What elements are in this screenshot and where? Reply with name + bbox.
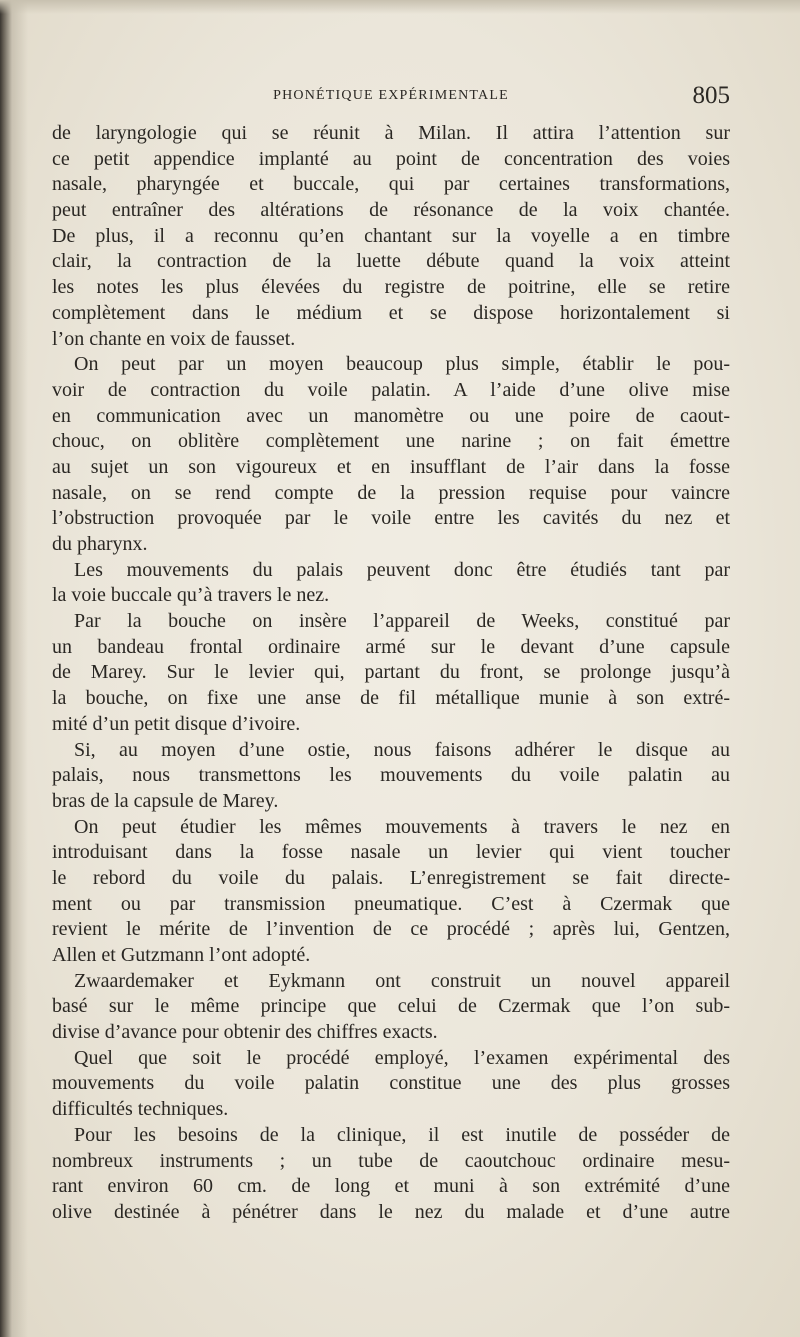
body-text xyxy=(52,121,730,1226)
text-line: chouc, on oblitère complètement une narine ; on fait émettre xyxy=(52,430,730,453)
running-title: PHONÉTIQUE EXPÉRIMENTALE xyxy=(273,88,509,103)
text-line: nasale, pharyngée et buccale, qui par certaines transformations, xyxy=(52,173,730,196)
text-line: complètement dans le médium et se dispose horizontalement si xyxy=(52,301,730,324)
text-line: Par la bouche on insère l’appareil de Weeks, constitué par xyxy=(74,610,730,633)
text-line: de laryngologie qui se réunit à Milan. Il attira l’attention sur xyxy=(52,122,730,144)
text-line: peut entraîner des altérations de résonance de la voix chantée. xyxy=(52,199,730,222)
text-line: l’obstruction provoquée par le voile entre les cavités du nez et xyxy=(52,507,730,530)
text-line: De plus, il a reconnu qu’en chantant sur la voyelle a en timbre xyxy=(52,224,730,247)
top-edge-shadow xyxy=(0,0,800,14)
text-line: voir de contraction du voile palatin. A l’aide d’une olive mise xyxy=(52,378,730,401)
text-line: Les mouvements du palais peuvent donc être étudiés tant par xyxy=(74,558,730,581)
page-header xyxy=(52,84,730,112)
binding-shadow xyxy=(0,0,28,1337)
text-line: de Marey. Sur le levier qui, partant du front, se prolonge jusqu’à xyxy=(52,661,730,684)
page-number: 805 xyxy=(692,82,730,109)
text-line: difficultés techniques. xyxy=(52,1098,229,1121)
text-line: la bouche, on fixe une anse de fil métallique munie à son extré- xyxy=(52,687,730,710)
text-line: revient le mérite de l’invention de ce procédé ; après lui, Gentzen, xyxy=(52,918,730,941)
text-line: basé sur le même principe que celui de Czermak que l’on sub- xyxy=(52,995,730,1018)
text-line: mité d’un petit disque d’ivoire. xyxy=(52,712,301,735)
text-line: ce petit appendice implanté au point de concentration des voies xyxy=(52,147,730,170)
text-line: On peut par un moyen beaucoup plus simple, établir le pou- xyxy=(74,353,730,376)
text-line: Pour les besoins de la clinique, il est inutile de posséder de xyxy=(74,1123,730,1146)
text-line: divise d’avance pour obtenir des chiffres exacts. xyxy=(52,1021,438,1044)
text-line: nombreux instruments ; un tube de caoutchouc ordinaire mesu- xyxy=(52,1149,730,1172)
text-line: un bandeau frontal ordinaire armé sur le devant d’une capsule xyxy=(52,635,730,658)
text-line: les notes les plus élevées du registre de poitrine, elle se retire xyxy=(52,276,730,299)
text-line: rant environ 60 cm. de long et muni à son extrémité d’une xyxy=(52,1175,730,1198)
text-line: la voie buccale qu’à travers le nez. xyxy=(52,584,330,607)
text-line: On peut étudier les mêmes mouvements à travers le nez en xyxy=(74,815,730,838)
text-line: nasale, on se rend compte de la pression requise pour vaincre xyxy=(52,481,730,504)
text-line: olive destinée à pénétrer dans le nez du malade et d’une autre xyxy=(52,1200,730,1223)
text-line: bras de la capsule de Marey. xyxy=(52,789,279,812)
text-line: palais, nous transmettons les mouvements du voile palatin au xyxy=(52,764,730,787)
text-line: Si, au moyen d’une ostie, nous faisons adhérer le disque au xyxy=(74,738,730,761)
text-line: Allen et Gutzmann l’ont adopté. xyxy=(52,944,311,966)
text-line: mouvements du voile palatin constitue une des plus grosses xyxy=(52,1072,730,1095)
text-line: au sujet un son vigoureux et en insufflant de l’air dans la fosse xyxy=(52,455,730,478)
text-line: le rebord du voile du palais. L’enregistrement se fait directe- xyxy=(52,866,730,889)
text-line: clair, la contraction de la luette débute quand la voix atteint xyxy=(52,250,730,273)
text-line: du pharynx. xyxy=(52,533,148,555)
text-line: Quel que soit le procédé employé, l’examen expérimental des xyxy=(74,1046,730,1069)
text-line: Zwaardemaker et Eykmann ont construit un nouvel appareil xyxy=(74,969,730,992)
text-line: introduisant dans la fosse nasale un levier qui vient toucher xyxy=(52,841,730,864)
text-line: ment ou par transmission pneumatique. C’est à Czermak que xyxy=(52,892,730,915)
text-line: l’on chante en voix de fausset. xyxy=(52,327,296,350)
text-line: en communication avec un manomètre ou une poire de caout- xyxy=(52,404,730,427)
